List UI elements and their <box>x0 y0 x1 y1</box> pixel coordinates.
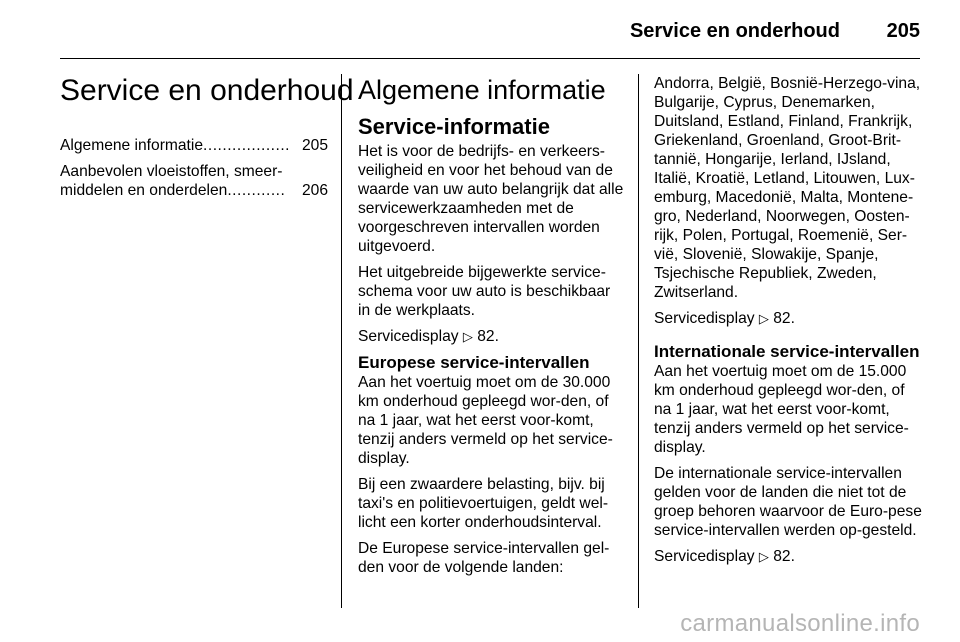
column-divider <box>341 74 342 608</box>
paragraph: Bij een zwaardere belasting, bijv. bij taxi's en politievoertuigen, geldt wel-licht een korter onderhoudsinterval. <box>358 476 609 531</box>
cross-reference-label: Servicedisplay <box>358 328 459 345</box>
toc-item[interactable] <box>60 136 328 155</box>
toc-item[interactable] <box>60 162 328 200</box>
cross-reference-page: 82. <box>477 328 499 345</box>
reference-arrow-icon: ▷ <box>758 549 769 564</box>
paragraph: Aan het voertuig moet om de 30.000 km onderhoud gepleegd wor-den, of na 1 jaar, wat het eerst voor-komt, tenzij anders vermeld op het service-display. <box>358 374 613 467</box>
paragraph: De Europese service-intervallen gel-den voor de volgende landen: <box>358 540 610 576</box>
subsection-heading: Internationale service-intervallen <box>654 342 920 361</box>
chapter-toc <box>60 74 354 207</box>
reference-arrow-icon: ▷ <box>462 329 473 344</box>
header-title: Service en onderhoud <box>629 20 840 42</box>
content-column-right <box>654 74 926 573</box>
paragraph: Het is voor de bedrijfs- en verkeers-veiligheid en voor het behoud van de waarde van uw auto belangrijk dat alle servicewerkzaamheden met de voorgeschreven intervallen worden uitgevoerd. <box>358 143 624 255</box>
reference-arrow-icon: ▷ <box>758 311 769 326</box>
toc-item-label: Algemene informatie <box>60 137 204 154</box>
toc-item-label: Aanbevolen vloeistoffen, smeer- <box>60 163 283 180</box>
cross-reference-label: Servicedisplay <box>654 548 755 565</box>
section-title: Algemene informatie <box>358 75 606 105</box>
cross-reference-page: 82. <box>773 310 795 327</box>
content-column-middle <box>358 74 624 584</box>
cross-reference-label: Servicedisplay <box>654 310 755 327</box>
toc-leader: .................. <box>203 137 291 154</box>
paragraph: Het uitgebreide bijgewerkte service-schema voor uw auto is beschikbaar in de werkplaats. <box>358 264 611 319</box>
page-header <box>60 18 920 59</box>
cross-reference[interactable] <box>358 327 624 346</box>
toc-item-page: 205 <box>301 137 328 154</box>
watermark: carmanualsonline.info <box>680 610 920 637</box>
cross-reference-page: 82. <box>773 548 795 565</box>
page-number: 205 <box>886 20 920 42</box>
cross-reference[interactable] <box>654 547 926 566</box>
column-divider <box>638 74 639 608</box>
paragraph: De internationale service-intervallen gelden voor de landen die niet tot de groep behoren waarvoor de Euro-pese service-intervallen werden op-gesteld. <box>654 465 922 539</box>
country-list: Andorra, België, Bosnië-Herzego-vina, Bulgarije, Cyprus, Denemarken, Duitsland, Estland, Finland, Frankrijk, Griekenland, Groenland, Groot-Brit-tannië, Hongarije, Ierland, IJsland, Italië, Kroatië, Letland, Litouwen, Lux-emburg, Macedonië, Malta, Montene-gro, Nederland, Noorwegen, Oosten-rijk, Polen, Portugal, Roemenië, Ser-vië, Slovenië, Slowakije, Spanje, Tsjechische Republiek, Zweden, Zwitserland. <box>654 75 921 301</box>
paragraph: Aan het voertuig moet om de 15.000 km onderhoud gepleegd wor-den, of na 1 jaar, wat het eerst voor-komt, tenzij anders vermeld op het service-display. <box>654 363 909 456</box>
toc-item-page: 206 <box>301 182 328 199</box>
chapter-title: Service en onderhoud <box>60 74 354 107</box>
subsection-heading: Europese service-intervallen <box>358 353 590 372</box>
subsection-heading: Service-informatie <box>358 114 550 139</box>
toc-leader: ............ <box>227 182 286 199</box>
cross-reference[interactable] <box>654 309 926 328</box>
toc-item-label: middelen en onderdelen <box>60 182 228 199</box>
